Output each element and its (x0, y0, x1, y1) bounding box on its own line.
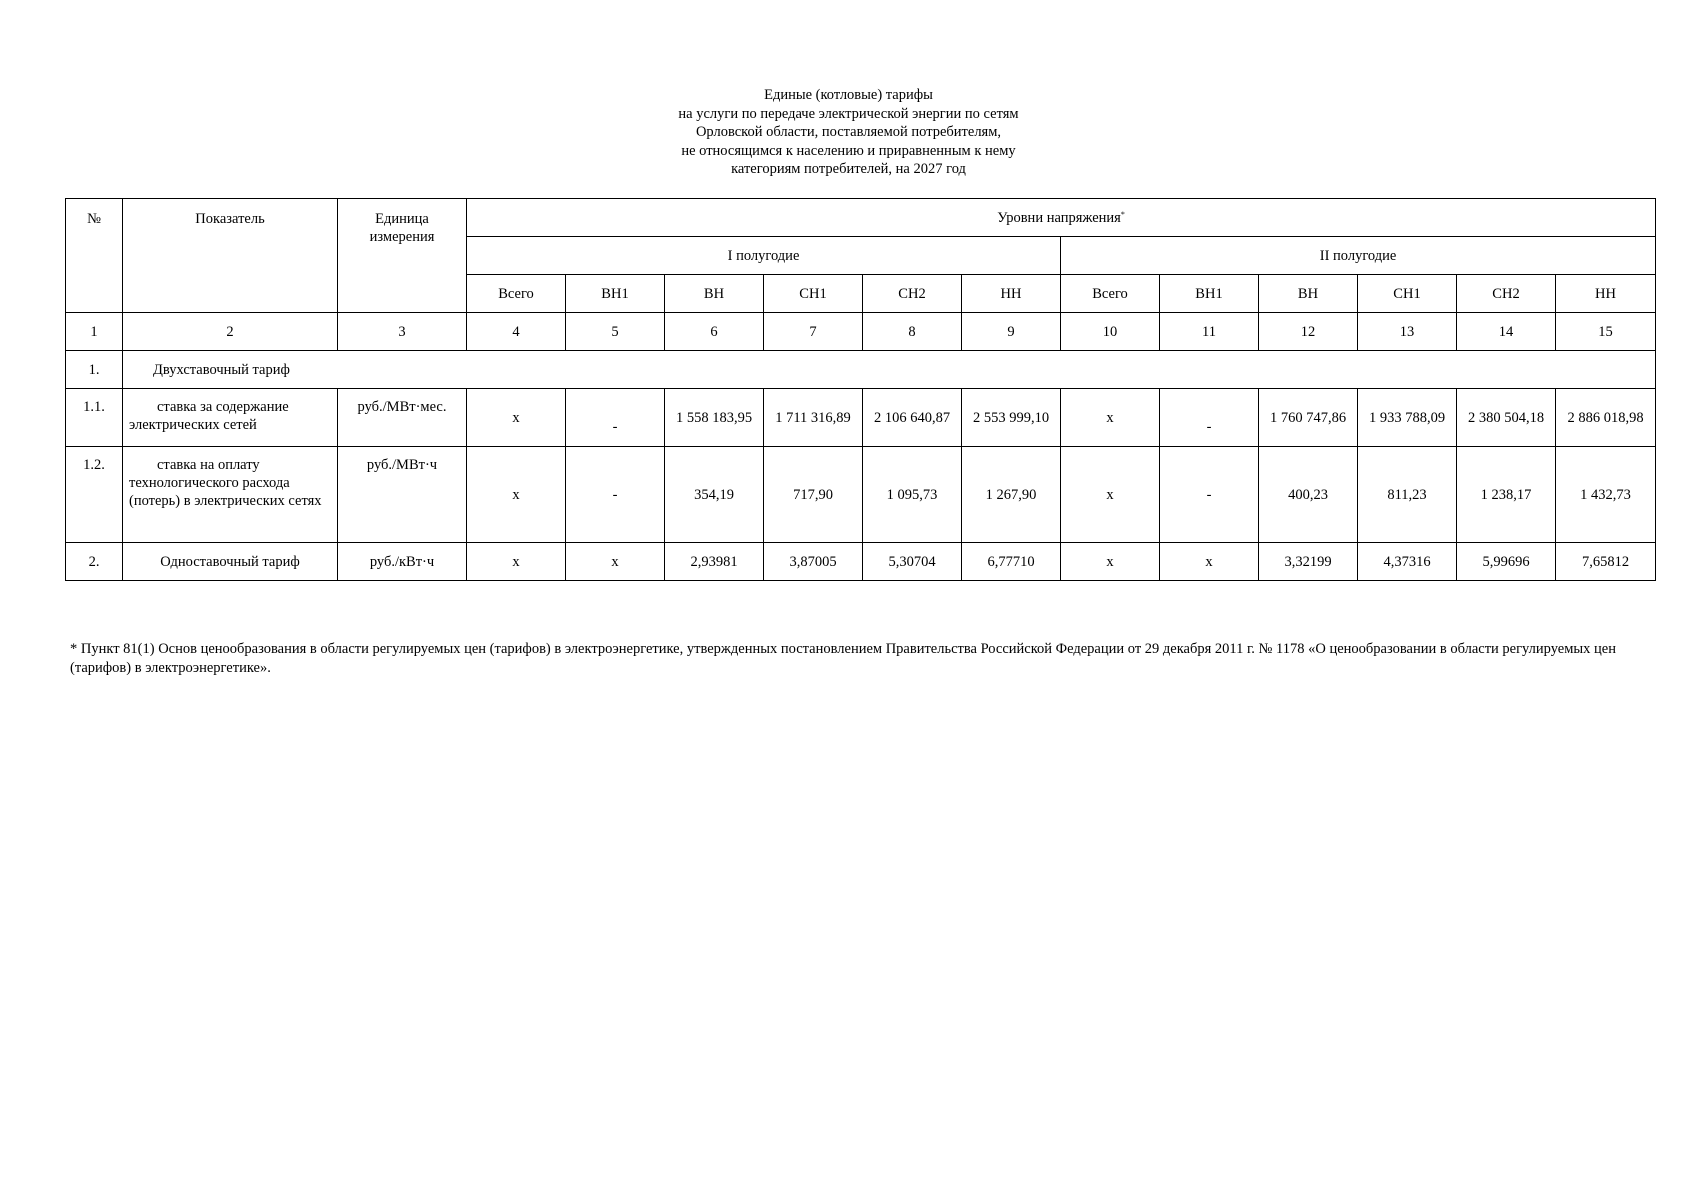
header-unit (338, 199, 467, 313)
column-number: 6 (665, 313, 764, 351)
value-cell: 3,87005 (764, 543, 863, 581)
subheader-cell: Всего (467, 275, 566, 313)
value-cell (566, 389, 665, 447)
value-cell: 3,32199 (1259, 543, 1358, 581)
header-half-1: I полугодие (467, 237, 1061, 275)
value-cell: 1 933 788,09 (1358, 389, 1457, 447)
value-cell: 2 886 018,98 (1556, 389, 1656, 447)
value-cell: x (1061, 447, 1160, 543)
row-unit: руб./кВт·ч (338, 543, 467, 581)
value-cell: 1 432,73 (1556, 447, 1656, 543)
subheader-cell: ВН (665, 275, 764, 313)
value-cell: x (467, 447, 566, 543)
subheader-cell: СН1 (1358, 275, 1457, 313)
value-cell: 6,77710 (962, 543, 1061, 581)
value-cell: x (566, 543, 665, 581)
subheader-cell: СН2 (1457, 275, 1556, 313)
section-row-two-rate (66, 351, 1656, 389)
subheader-cell: ВН (1259, 275, 1358, 313)
dash-value: - (612, 418, 618, 435)
subheader-cell: ВН1 (1160, 275, 1259, 313)
value-cell: 1 095,73 (863, 447, 962, 543)
title-line-5: категориям потребителей, на 2027 год (731, 161, 966, 177)
row-number: 2. (66, 543, 123, 581)
value-cell: 1 711 316,89 (764, 389, 863, 447)
column-number: 11 (1160, 313, 1259, 351)
voltage-levels-footnote-mark: * (1120, 209, 1125, 219)
header-half-2: II полугодие (1061, 237, 1656, 275)
row-name: Одноставочный тариф (123, 543, 338, 581)
header-unit-label: Единица измерения (369, 211, 435, 245)
column-number: 4 (467, 313, 566, 351)
header-row-1 (66, 199, 1656, 237)
value-cell: x (1061, 543, 1160, 581)
header-no: № (66, 199, 123, 313)
row-unit: руб./МВт·ч (338, 447, 467, 543)
table-row (66, 543, 1656, 581)
value-cell: 811,23 (1358, 447, 1457, 543)
subheader-cell: НН (962, 275, 1061, 313)
document-title (0, 86, 1697, 179)
tariff-table (65, 198, 1656, 581)
table-row (66, 389, 1656, 447)
header-indicator: Показатель (123, 199, 338, 313)
section-name: Двухставочный тариф (123, 351, 1656, 389)
column-number: 2 (123, 313, 338, 351)
value-cell: 354,19 (665, 447, 764, 543)
value-cell: 5,99696 (1457, 543, 1556, 581)
subheader-cell: НН (1556, 275, 1656, 313)
column-number: 15 (1556, 313, 1656, 351)
value-cell: 2 380 504,18 (1457, 389, 1556, 447)
subheader-cell: Всего (1061, 275, 1160, 313)
column-number: 1 (66, 313, 123, 351)
column-number: 14 (1457, 313, 1556, 351)
subheader-cell: СН1 (764, 275, 863, 313)
value-cell (1160, 389, 1259, 447)
column-number: 9 (962, 313, 1061, 351)
value-cell: 1 238,17 (1457, 447, 1556, 543)
column-number: 5 (566, 313, 665, 351)
value-cell: 7,65812 (1556, 543, 1656, 581)
title-line-3: Орловской области, поставляемой потребителям, (695, 124, 1002, 140)
title-line-4: не относящимся к населению и приравненным к нему (681, 142, 1016, 159)
value-cell: 400,23 (1259, 447, 1358, 543)
value-cell: 1 267,90 (962, 447, 1061, 543)
column-number: 12 (1259, 313, 1358, 351)
column-number: 13 (1358, 313, 1457, 351)
column-number: 7 (764, 313, 863, 351)
value-cell: x (1061, 389, 1160, 447)
footnote: * Пункт 81(1) Основ ценообразования в области регулируемых цен (тарифов) в электроэнергетике, утвержденных постановлением Правительства Российской Федерации от 29 декабря 2011 г. № 1178 «О ценообразовании в области регулируемых цен (тарифов) в электроэнергетике». (70, 641, 1616, 676)
row-number: 1.1. (66, 389, 123, 447)
value-cell: - (566, 447, 665, 543)
value-cell: 1 558 183,95 (665, 389, 764, 447)
value-cell: - (1160, 447, 1259, 543)
voltage-levels-label: Уровни напряжения (997, 209, 1121, 226)
row-number: 1.2. (66, 447, 123, 543)
header-voltage-levels (467, 199, 1656, 237)
subheader-cell: СН2 (863, 275, 962, 313)
column-number: 3 (338, 313, 467, 351)
value-cell: 717,90 (764, 447, 863, 543)
title-line-1: Единые (котловые) тарифы (764, 87, 933, 103)
value-cell: 2,93981 (665, 543, 764, 581)
value-cell: 2 106 640,87 (863, 389, 962, 447)
dash-value: - (1206, 418, 1212, 435)
value-cell: 1 760 747,86 (1259, 389, 1358, 447)
title-line-2: на услуги по передаче электрической энергии по сетям (678, 105, 1019, 122)
value-cell: 4,37316 (1358, 543, 1457, 581)
row-name: ставка на оплату технологического расхода (потерь) в электрических сетях (123, 447, 338, 543)
column-number-row (66, 313, 1656, 351)
table-row (66, 447, 1656, 543)
subheader-cell: ВН1 (566, 275, 665, 313)
row-unit: руб./МВт·мес. (338, 389, 467, 447)
section-number: 1. (66, 351, 123, 389)
row-name: ставка за содержание электрических сетей (123, 389, 338, 447)
value-cell: x (467, 389, 566, 447)
value-cell: 2 553 999,10 (962, 389, 1061, 447)
value-cell: x (1160, 543, 1259, 581)
column-number: 8 (863, 313, 962, 351)
column-number: 10 (1061, 313, 1160, 351)
value-cell: 5,30704 (863, 543, 962, 581)
value-cell: x (467, 543, 566, 581)
